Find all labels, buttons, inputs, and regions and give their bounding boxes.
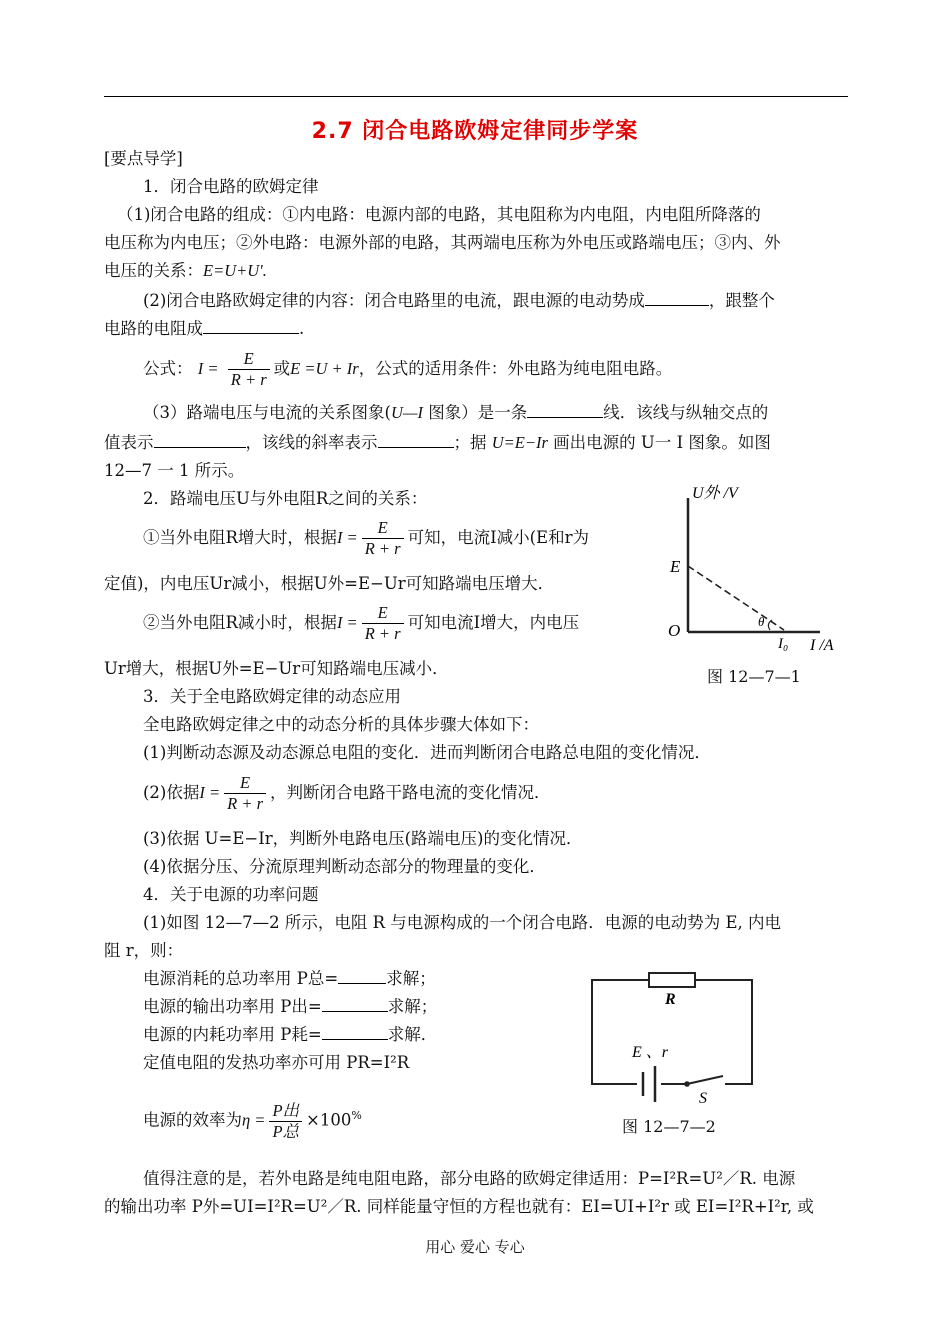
i0-label: I₀ xyxy=(778,636,789,652)
para-4-1a: (1)如图 12—7—2 所示，电阻 R 与电源构成的一个闭合电路．电源的电动势为 E, 内电 xyxy=(143,913,782,932)
blank-line xyxy=(645,291,709,306)
power-internal: 电源的内耗功率用 P耗= 求解． xyxy=(143,1025,438,1044)
blank-line xyxy=(527,403,603,418)
page-footer: 用心 爱心 专心 xyxy=(425,1238,525,1256)
x-axis-label: I /A xyxy=(810,637,834,654)
para-2b: 定值)，内电压Ur减小，根据U外=E−Ur可知路端电压增大． xyxy=(104,574,555,593)
heading-3: 3．关于全电路欧姆定律的动态应用 xyxy=(143,687,401,706)
para-2d: Ur增大，根据U外=E−Ur可知路端电压减小． xyxy=(104,659,449,678)
heading-4: 4．关于电源的功率问题 xyxy=(143,885,319,904)
para-1-2a: (2)闭合电路欧姆定律的内容：闭合电路里的电流，跟电源的电动势成 ，跟整个 xyxy=(143,291,775,310)
para-1-2b: 电路的电阻成 . xyxy=(104,319,305,338)
resistor-icon xyxy=(649,973,695,987)
source-label: E 、r xyxy=(632,1044,669,1061)
para-3-1: (1)判断动态源及动态源总电阻的变化．进而判断闭合电路总电阻的变化情况． xyxy=(143,743,711,762)
figure-2-caption: 图 12—7—2 xyxy=(622,1117,716,1136)
para-1-1c: 电压的关系：E=U+U'. xyxy=(104,261,267,280)
para-2a: ①当外电阻R增大时，根据I = $\frac{E}{R + r}$ 可知，电流I减小(E和r为 xyxy=(143,518,589,558)
para-1-3b: 值表示 ，该线的斜率表示 ；据 U=E−Ir 画出电源的 U一 I 图象。如图 xyxy=(104,433,771,452)
section-heading: [要点导学] xyxy=(104,149,183,168)
e-intercept-label: E xyxy=(670,557,681,576)
power-total: 电源消耗的总功率用 P总= 求解； xyxy=(143,969,436,988)
figure-1-caption: 图 12—7—1 xyxy=(707,667,801,686)
para-1-1b: 电压称为内电压；②外电路：电源外部的电路，其两端电压称为外电压或路端电压；③内、外 xyxy=(104,233,781,252)
y-axis-label: U外 /V xyxy=(692,485,738,502)
ui-line xyxy=(688,566,784,630)
para-3-2: (2)依据I = $\frac{E}{R + r}$ ，判断闭合电路干路电流的变化情况． xyxy=(143,773,551,813)
circuit-figure xyxy=(585,968,760,1107)
switch-label: S xyxy=(699,1090,707,1107)
para-4-1b: 阻 r，则： xyxy=(104,941,184,960)
para-1-3c: 12—7 一 1 所示。 xyxy=(104,461,245,480)
para-5b: 的输出功率 P外=UI=I²R=U²／R. 同样能量守恒的方程也就有：EI=UI+I²r 或 EI=I²R+I²r, 或 xyxy=(104,1197,814,1216)
para-3-3: (3)依据 U=E−Ir，判断外电路电压(路端电压)的变化情况． xyxy=(143,829,583,848)
formula-fraction: $\frac{E}{R + r}$ xyxy=(228,349,270,390)
blank-line xyxy=(203,319,299,334)
para-1-1a: （1)闭合电路的组成：①内电路：电源内部的电路，其电阻称为内电阻，内电阻所降落的 xyxy=(117,205,761,224)
para-2c: ②当外电阻R减小时，根据I = $\frac{E}{R + r}$ 可知电流I增大，内电压 xyxy=(143,603,580,643)
para-1-3a: （3）路端电压与电流的关系图象(U—I 图象）是一条 线．该线与纵轴交点的 xyxy=(143,403,769,422)
formula-line: 公式： I = $\frac{E}{R + r}$ 或E =U + Ir，公式的适用条件：外电路为纯电阻电路。 xyxy=(143,349,673,389)
ui-graph-figure xyxy=(660,482,860,652)
para-3-4: (4)依据分压、分流原理判断动态部分的物理量的变化． xyxy=(143,857,546,876)
blank-line xyxy=(378,433,454,448)
angle-label: θ xyxy=(758,614,765,629)
origin-label: O xyxy=(668,621,681,640)
resistor-label: R xyxy=(665,991,676,1008)
page-title: 2.7 闭合电路欧姆定律同步学案 xyxy=(311,119,639,144)
power-heat: 定值电阻的发热功率亦可用 PR=I²R xyxy=(143,1053,410,1072)
efficiency-line: 电源的效率为η = $\frac{\text{P出}}{\text{P总}}$ ×100% xyxy=(143,1100,362,1141)
power-output: 电源的输出功率用 P出= 求解； xyxy=(143,997,438,1016)
para-5a: 值得注意的是，若外电路是纯电阻电路，部分电路的欧姆定律适用：P=I²R=U²／R. 电源 xyxy=(143,1169,796,1188)
heading-1: 1．闭合电路的欧姆定律 xyxy=(143,177,319,196)
header-rule xyxy=(104,96,848,97)
blank-line xyxy=(154,433,246,448)
para-3-intro: 全电路欧姆定律之中的动态分析的具体步骤大体如下： xyxy=(143,715,539,734)
heading-2: 2．路端电压U与外电阻R之间的关系： xyxy=(143,489,428,508)
